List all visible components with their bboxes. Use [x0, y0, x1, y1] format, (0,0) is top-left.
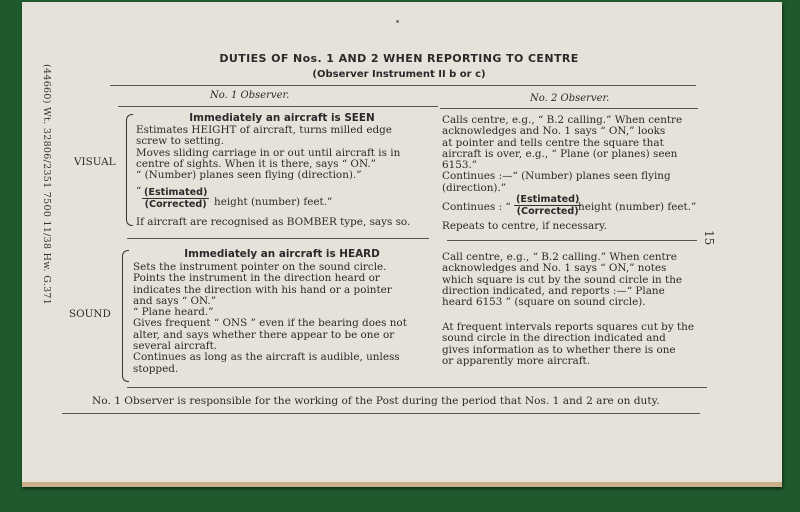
- rule-head-left: [118, 106, 438, 107]
- rule-mid-left: [127, 238, 429, 239]
- sound-no2-text-a: [442, 252, 682, 308]
- sound-no2-line: sound circle in the direction indicated and: [442, 332, 666, 345]
- sound-no1-line: alter, and says whether there appear to be one or: [133, 328, 395, 341]
- document-page: [22, 2, 782, 487]
- fraction-bottom: (Corrected): [144, 199, 207, 210]
- visual-no2-line: Calls centre, e.g., “ B.2 calling.” When centre: [442, 114, 683, 126]
- sound-no1-line: Gives frequent “ ONS ” even if the bearing does not: [133, 317, 407, 330]
- footer-note: No. 1 Observer is responsible for the working of the Post during the period that Nos. 1 and 2 are on duty.: [92, 395, 660, 407]
- rule-top: [110, 85, 696, 86]
- visual-no1-line: Moves sliding carriage in or out until aircraft is in: [136, 146, 401, 159]
- visual-no1-fraction: [142, 187, 209, 210]
- rule-bottom: [127, 387, 707, 388]
- visual-no1-frac-open: “: [136, 185, 142, 197]
- visual-no1-line: centre of sights. When it is there, says “ ON.”: [136, 157, 376, 170]
- sound-no1-line: Sets the instrument pointer on the sound circle.: [133, 261, 387, 273]
- visual-no2-line: acknowledges and No. 1 says “ ON,” looks: [442, 125, 666, 138]
- fraction-top: (Estimated): [516, 194, 580, 205]
- visual-no2-last: Repeats to centre, if necessary.: [442, 220, 607, 232]
- col-head-no1: No. 1 Observer.: [210, 90, 290, 101]
- visual-no2-frac-lead: Continues : “: [442, 201, 511, 213]
- sound-no2-line: heard 6153 ” (square on sound circle).: [442, 296, 646, 309]
- visual-no1-frac-tail: height (number) feet.”: [214, 196, 333, 208]
- paper-mark: [396, 20, 399, 23]
- visual-no2-line: at pointer and tells centre the square that: [442, 136, 664, 149]
- sound-no1-line: stopped.: [133, 362, 179, 375]
- visual-no1-line: screw to setting.: [136, 135, 225, 148]
- sound-no2-line: acknowledges and No. 1 says “ ON,” notes: [442, 262, 667, 275]
- visual-no2-fraction: [514, 194, 581, 217]
- visual-heading: Immediately an aircraft is SEEN: [189, 112, 375, 124]
- sound-no2-line: which square is cut by the sound circle in the: [442, 273, 683, 286]
- visual-no2-line: aircraft is over, e.g., “ Plane (or planes) seen: [442, 147, 678, 160]
- sound-no1-line: Continues as long as the aircraft is audible, unless: [133, 351, 400, 364]
- sound-heading: Immediately an aircraft is HEARD: [184, 248, 380, 260]
- sound-no2-line: At frequent intervals reports squares cut by the: [442, 321, 695, 333]
- visual-no2-line: 6153.”: [442, 159, 478, 172]
- rule-head-right: [440, 108, 698, 109]
- sound-no2-line: Call centre, e.g., “ B.2 calling.” When centre: [442, 251, 677, 263]
- sound-no1-line: “ Plane heard.”: [133, 306, 214, 319]
- sound-brace: [122, 250, 129, 382]
- visual-no2-frac-tail: height (number) feet.”: [578, 201, 697, 213]
- sound-no2-line: gives information as to whether there is one: [442, 343, 676, 356]
- page-title: DUTIES OF Nos. 1 AND 2 WHEN REPORTING TO CENTRE: [219, 52, 579, 65]
- visual-no1-line: Estimates HEIGHT of aircraft, turns milled edge: [136, 124, 392, 136]
- page-number: 15: [702, 230, 716, 246]
- page-subtitle: (Observer Instrument II b or c): [312, 69, 486, 80]
- sound-no1-line: several aircraft.: [133, 340, 218, 353]
- visual-no1-text: [136, 125, 400, 181]
- visual-no2-line: (direction).”: [442, 181, 507, 194]
- visual-label: VISUAL: [74, 156, 116, 168]
- visual-no2-line: Continues :—“ (Number) planes seen flying: [442, 170, 671, 183]
- fraction-bottom: (Corrected): [516, 206, 579, 217]
- rule-footer: [62, 413, 700, 414]
- fraction-top: (Estimated): [144, 187, 208, 198]
- sound-no2-text-b: [442, 322, 694, 367]
- visual-no1-last: If aircraft are recognised as BOMBER type, says so.: [136, 216, 411, 228]
- visual-no2-text: [442, 115, 682, 194]
- sound-no2-line: direction indicated, and reports :—“ Plane: [442, 284, 665, 297]
- visual-brace: [126, 114, 133, 226]
- col-head-no2: No. 2 Observer.: [530, 93, 610, 104]
- print-code: (44660) Wt. 32806/2351 7500 11/38 Hw. G.371: [41, 64, 52, 306]
- sound-no1-line: Points the instrument in the direction heard or: [133, 272, 380, 285]
- sound-label: SOUND: [69, 308, 111, 320]
- sound-no1-text: [133, 262, 407, 375]
- sound-no2-line: or apparently more aircraft.: [442, 354, 591, 367]
- sound-no1-line: and says “ ON.”: [133, 294, 217, 307]
- rule-mid-right: [447, 240, 697, 241]
- visual-no1-line: “ (Number) planes seen flying (direction).”: [136, 169, 362, 182]
- sound-no1-line: indicates the direction with his hand or a pointer: [133, 283, 392, 296]
